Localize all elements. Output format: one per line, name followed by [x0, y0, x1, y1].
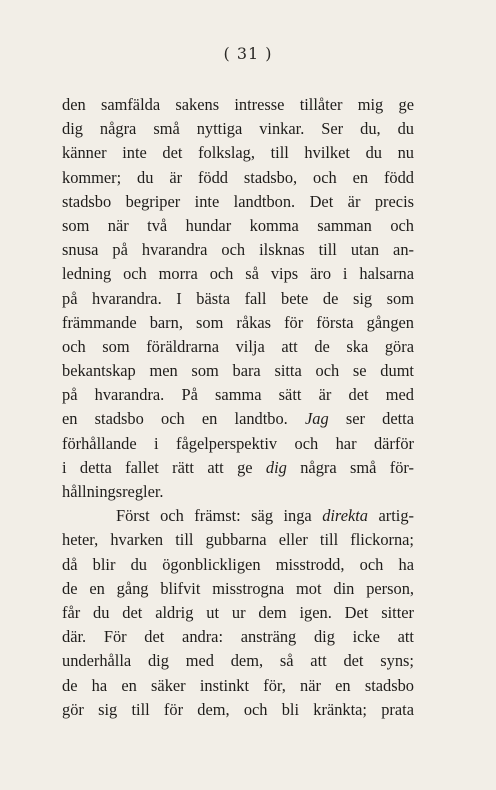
text-line-12: bekantskap men som bara sitta och se dumt: [62, 361, 414, 381]
text-line-16-end: några små för-: [300, 457, 414, 477]
text-line-21: de en gång blifvit misstrogna mot din person,: [62, 578, 414, 598]
text-line-3: känner inte det folkslag, till hvilket du nu: [62, 143, 414, 163]
text-line-9: på hvarandra. I bästa fall bete de sig som: [62, 288, 414, 308]
text-line-10: främmande barn, som råkas för första gången: [62, 312, 414, 332]
text-line-22: får du det aldrig ut ur dem igen. Det sitter: [62, 602, 414, 622]
text-line-14-start: en stadsbo och en landtbo.: [62, 409, 288, 429]
text-line-18-end: artig-: [378, 506, 414, 526]
body-text: [62, 93, 414, 722]
text-line-19: heter, hvarken till gubbarna eller till flickorna;: [62, 530, 414, 550]
text-line-18: [62, 504, 414, 528]
text-line-16: [62, 456, 414, 480]
text-line-5: stadsbo begriper inte landtbon. Det är precis: [62, 191, 414, 211]
text-line-7: snusa på hvarandra och ilsknas till utan an-: [62, 240, 414, 260]
text-line-25: de ha en säker instinkt för, när en stadsbo: [62, 675, 414, 695]
text-line-15: förhållande i fågelperspektiv och har därför: [62, 433, 414, 453]
text-line-20: då blir du ögonblickligen misstrodd, och ha: [62, 554, 414, 574]
text-line-24: underhålla dig med dem, så att det syns;: [62, 651, 414, 671]
text-line-4: kommer; du är född stadsbo, och en född: [62, 167, 414, 187]
text-line-1: den samfälda sakens intresse tillåter mig ge: [62, 95, 414, 114]
text-line-16-start: i detta fallet rätt att ge: [62, 457, 253, 477]
text-line-23: där. För det andra: ansträng dig icke att: [62, 627, 414, 647]
emphasis-direkta: direkta: [322, 506, 369, 526]
text-line-11: och som föräldrarna vilja att de ska göra: [62, 336, 414, 356]
text-line-2: dig några små nyttiga vinkar. Ser du, du: [62, 119, 414, 139]
text-line-18-start: Först och främst: säg inga: [116, 506, 312, 526]
text-line-14: [62, 407, 414, 431]
emphasis-jag: Jag: [304, 409, 329, 429]
text-line-13: på hvarandra. På samma sätt är det med: [62, 385, 414, 405]
text-line-14-end: ser detta: [345, 409, 414, 429]
text-line-26: gör sig till för dem, och bli kränkta; prata: [62, 699, 414, 719]
text-line-17: hållningsregler.: [62, 482, 164, 501]
text-line-8: ledning och morra och så vips äro i halsarna: [62, 264, 414, 284]
emphasis-dig: dig: [265, 457, 287, 477]
page-number: ( 31 ): [223, 44, 273, 63]
text-line-6: som när två hundar komma samman och: [62, 215, 414, 235]
